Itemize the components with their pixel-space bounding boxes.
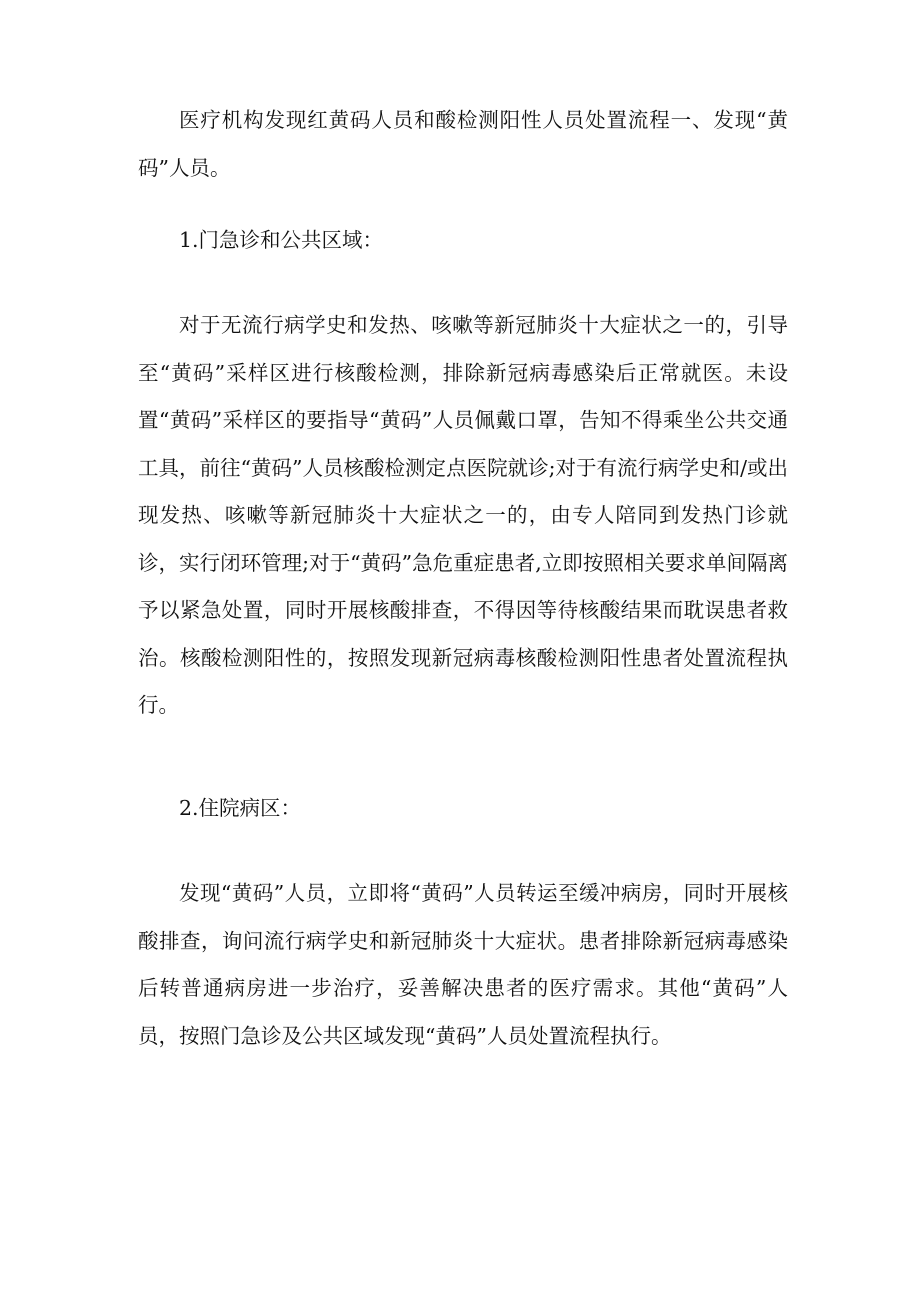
section-2-body: 发现“黄码”人员，立即将“黄码”人员转运至缓冲病房，同时开展核酸排查，询问流行病学史和新冠肺炎十大症状。患者排除新冠病毒感染后转普通病房进一步治疗，妥善解决患者的医疗需求。其他“黄码”人员，按照门急诊及公共区域发现“黄码”人员处置流程执行。 (138, 881, 788, 1048)
section-1-body: 对于无流行病学史和发热、咳嗽等新冠肺炎十大症状之一的，引导至“黄码”采样区进行核酸检测，排除新冠病毒感染后正常就医。未设置“黄码”采样区的要指导“黄码”人员佩戴口罩，告知不得乘坐公共交通工具，前往“黄码”人员核酸检测定点医院就诊;对于有流行病学史和/或出现发热、咳嗽等新冠肺炎十大症状之一的，由专人陪同到发热门诊就诊，实行闭环管理;对于“黄码”急危重症患者,立即按照相关要求单间隔离予以紧急处置，同时开展核酸排查，不得因等待核酸结果而耽误患者救治。核酸检测阳性的，按照发现新冠病毒核酸检测阳性患者处置流程执行。 (138, 313, 788, 717)
section-2-heading: 2.住院病区： (179, 796, 302, 820)
section-1-heading: 1.门急诊和公共区域： (179, 228, 384, 252)
title-paragraph: 医疗机构发现红黄码人员和酸检测阳性人员处置流程一、发现“黄码”人员。 (138, 108, 788, 180)
